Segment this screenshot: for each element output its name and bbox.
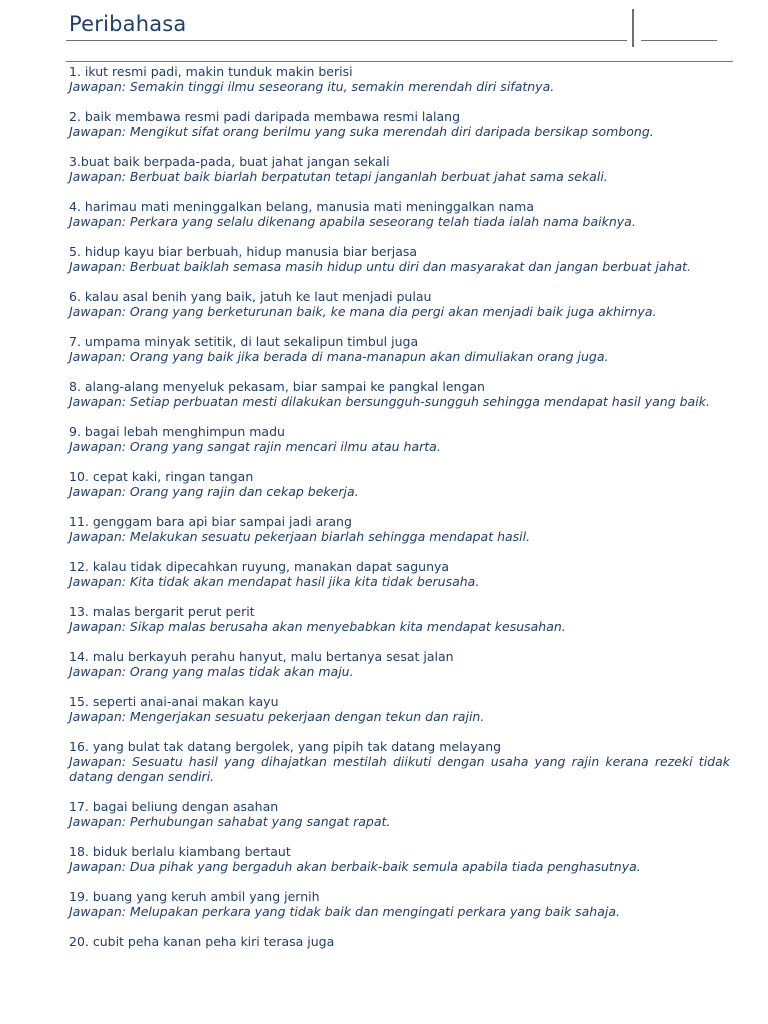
proverb-item [69, 559, 730, 589]
proverb-item [69, 244, 730, 274]
proverb-item [69, 799, 730, 829]
proverb-item [69, 739, 730, 784]
proverb-item [69, 889, 730, 919]
proverb-item [69, 379, 730, 409]
proverb-item [69, 844, 730, 874]
proverb-answer: Jawapan: Dua pihak yang bergaduh akan berbaik-baik semula apabila tiada penghasutnya. [69, 859, 641, 874]
proverb-text: 1. ikut resmi padi, makin tunduk makin berisi [69, 64, 353, 79]
proverb-text: 13. malas bergarit perut perit [69, 604, 255, 619]
header-right-line [641, 40, 717, 41]
proverb-answer: Jawapan: Setiap perbuatan mesti dilakukan bersungguh-sungguh sehingga mendapat hasil yang baik. [69, 394, 710, 409]
proverb-list [69, 64, 730, 964]
proverb-text: 4. harimau mati meninggalkan belang, manusia mati meninggalkan nama [69, 199, 534, 214]
proverb-item [69, 604, 730, 634]
proverb-answer: Jawapan: Orang yang berketurunan baik, ke mana dia pergi akan menjadi baik juga akhirnya. [69, 304, 657, 319]
proverb-answer: Jawapan: Mengerjakan sesuatu pekerjaan dengan tekun dan rajin. [69, 709, 485, 724]
header-rule [66, 61, 733, 62]
proverb-item [69, 424, 730, 454]
proverb-item [69, 514, 730, 544]
proverb-text: 10. cepat kaki, ringan tangan [69, 469, 254, 484]
proverb-item [69, 289, 730, 319]
proverb-answer: Jawapan: Perhubungan sahabat yang sangat rapat. [69, 814, 391, 829]
proverb-text: 14. malu berkayuh perahu hanyut, malu bertanya sesat jalan [69, 649, 454, 664]
proverb-text: 16. yang bulat tak datang bergolek, yang pipih tak datang melayang [69, 739, 502, 754]
proverb-text: 11. genggam bara api biar sampai jadi arang [69, 514, 352, 529]
proverb-text: 20. cubit peha kanan peha kiri terasa juga [69, 934, 335, 949]
proverb-answer: Jawapan: Mengikut sifat orang berilmu yang suka merendah diri daripada bersikap sombong. [69, 124, 654, 139]
header-divider-vertical [632, 9, 634, 47]
proverb-text: 15. seperti anai-anai makan kayu [69, 694, 279, 709]
proverb-answer: Jawapan: Orang yang rajin dan cekap bekerja. [69, 484, 359, 499]
document-title: Peribahasa [69, 12, 187, 36]
proverb-item [69, 199, 730, 229]
proverb-answer: Jawapan: Melakukan sesuatu pekerjaan biarlah sehingga mendapat hasil. [69, 529, 531, 544]
proverb-item [69, 649, 730, 679]
proverb-answer: Jawapan: Kita tidak akan mendapat hasil jika kita tidak berusaha. [69, 574, 480, 589]
proverb-item [69, 694, 730, 724]
proverb-text: 6. kalau asal benih yang baik, jatuh ke laut menjadi pulau [69, 289, 432, 304]
proverb-text: 19. buang yang keruh ambil yang jernih [69, 889, 320, 904]
proverb-item [69, 934, 730, 949]
proverb-item [69, 154, 730, 184]
proverb-answer: Jawapan: Sesuatu hasil yang dihajatkan mestilah diikuti dengan usaha yang rajin kerana rezeki tidak datang dengan sendiri. [69, 754, 730, 784]
proverb-text: 7. umpama minyak setitik, di laut sekalipun timbul juga [69, 334, 419, 349]
title-underline [66, 40, 627, 41]
proverb-answer: Jawapan: Semakin tinggi ilmu seseorang itu, semakin merendah diri sifatnya. [69, 79, 555, 94]
proverb-answer: Jawapan: Orang yang baik jika berada di mana-manapun akan dimuliakan orang juga. [69, 349, 609, 364]
proverb-answer: Jawapan: Melupakan perkara yang tidak baik dan mengingati perkara yang baik sahaja. [69, 904, 620, 919]
proverb-answer: Jawapan: Sikap malas berusaha akan menyebabkan kita mendapat kesusahan. [69, 619, 566, 634]
proverb-answer: Jawapan: Perkara yang selalu dikenang apabila seseorang telah tiada ialah nama baiknya. [69, 214, 636, 229]
proverb-answer: Jawapan: Orang yang malas tidak akan maju. [69, 664, 354, 679]
proverb-item [69, 64, 730, 94]
proverb-answer: Jawapan: Orang yang sangat rajin mencari ilmu atau harta. [69, 439, 441, 454]
proverb-text: 12. kalau tidak dipecahkan ruyung, manakan dapat sagunya [69, 559, 450, 574]
proverb-text: 2. baik membawa resmi padi daripada membawa resmi lalang [69, 109, 461, 124]
proverb-answer: Jawapan: Berbuat baik biarlah berpatutan tetapi janganlah berbuat jahat sama sekali. [69, 169, 608, 184]
proverb-answer: Jawapan: Berbuat baiklah semasa masih hidup untu diri dan masyarakat dan jangan berbuat jahat. [69, 259, 692, 274]
proverb-text: 5. hidup kayu biar berbuah, hidup manusia biar berjasa [69, 244, 418, 259]
proverb-item [69, 334, 730, 364]
proverb-text: 3.buat baik berpada-pada, buat jahat jangan sekali [69, 154, 390, 169]
proverb-text: 17. bagai beliung dengan asahan [69, 799, 279, 814]
proverb-item [69, 109, 730, 139]
proverb-item [69, 469, 730, 499]
proverb-text: 8. alang-alang menyeluk pekasam, biar sampai ke pangkal lengan [69, 379, 485, 394]
proverb-text: 18. biduk berlalu kiambang bertaut [69, 844, 291, 859]
proverb-text: 9. bagai lebah menghimpun madu [69, 424, 285, 439]
